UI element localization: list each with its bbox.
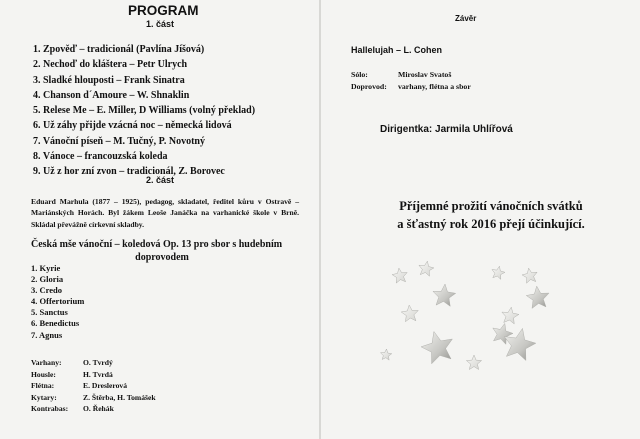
star-icon xyxy=(522,268,537,283)
star-icon xyxy=(381,349,392,360)
star-icon xyxy=(421,332,452,364)
program-item: 5. Relese Me – E. Miller, D Williams (volný překlad) xyxy=(33,105,256,117)
left-page xyxy=(0,0,318,439)
solo-value: Miroslav Svatoš xyxy=(398,70,452,79)
mass-part: 6. Benedictus xyxy=(31,318,80,329)
star-icon xyxy=(433,284,456,306)
mass-part: 7. Agnus xyxy=(31,329,63,340)
program-item: 3. Sladké hlouposti – Frank Sinatra xyxy=(33,74,185,86)
mass-part: 5. Sanctus xyxy=(31,307,68,318)
closing-heading: Závěr xyxy=(455,14,477,23)
accompaniment-value: varhany, flétna a sbor xyxy=(398,82,471,91)
performers-table xyxy=(31,357,156,415)
performer-role: Housle: xyxy=(31,369,56,379)
star-icon xyxy=(401,305,418,322)
program-item: 2. Nechoď do kláštera – Petr Ulrych xyxy=(33,59,188,71)
composer-bio: Eduard Marhula (1877 – 1925), pedagog, skladatel, ředitel kůru v Ostravě – Mariánských Horách. Byl žákem Leoše Janáčka na varhanické škole v Brně. Skládal převážně církevní skladby. xyxy=(31,197,299,229)
star-decoration xyxy=(322,240,640,439)
performer-role: Varhany: xyxy=(31,358,62,367)
performer-role: Kytary: xyxy=(31,392,57,402)
performer-name: E. Dreslerová xyxy=(83,381,128,391)
performer-name: O. Tvrdý xyxy=(83,358,113,367)
performer-name: O. Řehák xyxy=(83,404,114,414)
star-icon xyxy=(502,307,519,324)
mass-part: 1. Kyrie xyxy=(31,263,61,273)
mass-title xyxy=(31,238,293,264)
performer-row xyxy=(31,392,156,404)
program-item: 4. Chanson d´Amoure – W. Shnaklin xyxy=(33,89,190,101)
performer-name: H. Tvrdá xyxy=(83,369,113,379)
mass-part: 2. Gloria xyxy=(31,274,64,285)
program-item: 8. Vánoce – francouzská koleda xyxy=(33,151,168,163)
song-title: Hallelujah – L. Cohen xyxy=(351,45,443,55)
performer-name: Z. Štěrba, H. Tomášek xyxy=(83,392,156,402)
program-list xyxy=(33,42,255,180)
star-icon xyxy=(492,266,505,279)
star-icon xyxy=(392,268,407,283)
star-icon xyxy=(419,261,434,276)
performer-row xyxy=(31,357,156,369)
program-item: 6. Už záhy přijde vzácná noc – německá lidová xyxy=(33,120,232,132)
wish-line-2: a šťastný rok 2016 přejí účinkující. xyxy=(397,217,585,231)
part-1-label: 1. část xyxy=(146,19,175,29)
wish-line-1: Příjemné prožití vánočních svátků xyxy=(399,199,583,213)
mass-part: 3. Credo xyxy=(31,285,63,296)
mass-part: 4. Offertorium xyxy=(31,296,85,307)
star-icon xyxy=(466,355,481,370)
solo-label: Sólo: xyxy=(351,70,368,79)
part-2-label: 2. část xyxy=(146,175,175,185)
accompaniment-label: Doprovod: xyxy=(351,82,387,91)
performer-row xyxy=(31,380,156,392)
holiday-wish xyxy=(351,197,631,233)
performer-row xyxy=(31,369,156,381)
performer-role: Flétna: xyxy=(31,381,55,391)
performer-role: Kontrabas: xyxy=(31,404,69,414)
mass-title-line-2: doprovodem xyxy=(135,252,189,263)
program-item: 9. Už z hor zní zvon – tradicionál, Z. Borovec xyxy=(33,166,225,178)
program-item: 1. Zpověď – tradicionál (Pavlína Jíšová) xyxy=(33,44,205,55)
right-page xyxy=(322,0,640,439)
program-heading: PROGRAM xyxy=(128,3,199,18)
program-item: 7. Vánoční píseň – M. Tučný, P. Novotný xyxy=(33,135,205,147)
page-fold-divider xyxy=(319,0,321,439)
conductor: Dirigentka: Jarmila Uhlířová xyxy=(380,124,513,135)
star-icon xyxy=(526,286,549,308)
performer-row xyxy=(31,403,156,415)
mass-parts-list xyxy=(31,263,84,341)
mass-title-line-1: Česká mše vánoční – koledová Op. 13 pro sbor s hudebním xyxy=(31,239,283,250)
